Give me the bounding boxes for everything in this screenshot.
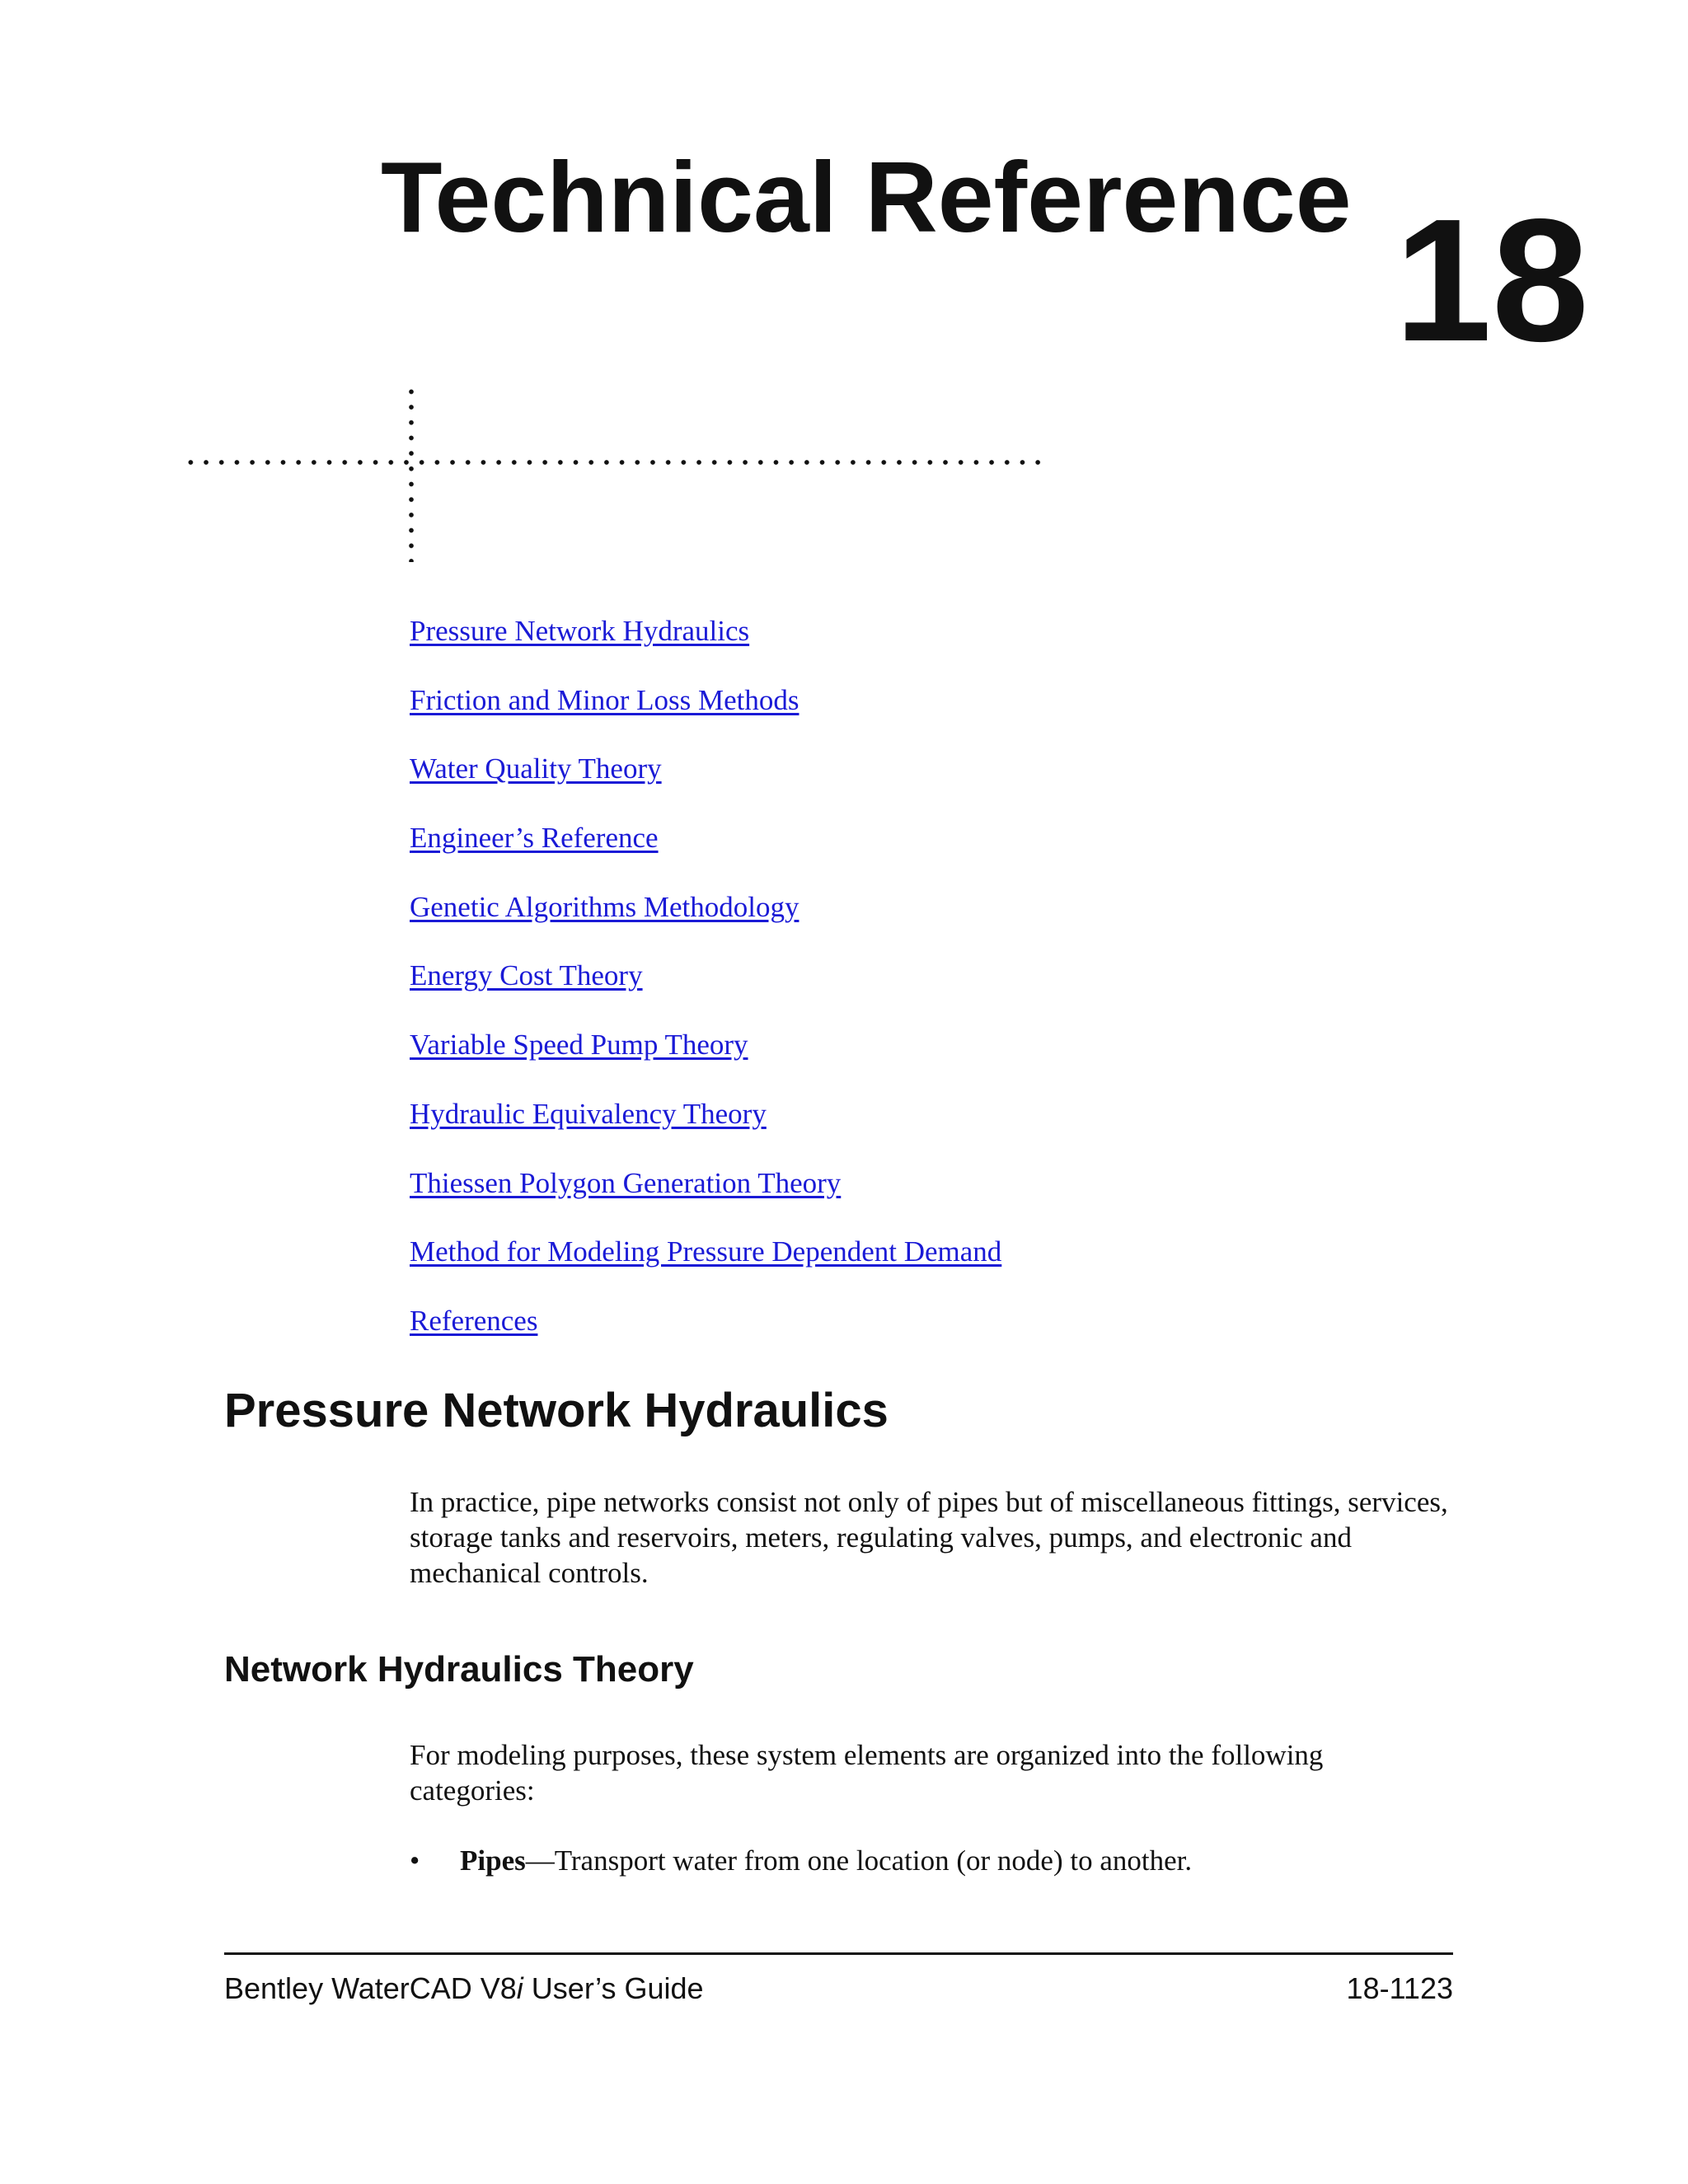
bullet-text: —Transport water from one location (or node) to another. (525, 1844, 1193, 1877)
footer-guide-prefix: Bentley WaterCAD V8 (224, 1971, 517, 2005)
chapter-number: 18 (1395, 182, 1589, 377)
footer-guide-title (224, 1971, 704, 2006)
toc-item (410, 1093, 1001, 1162)
toc-item (410, 1300, 1001, 1369)
footer-rule (224, 1952, 1453, 1955)
toc-link[interactable]: Engineer’s Reference (410, 822, 659, 855)
toc-link[interactable]: Energy Cost Theory (410, 959, 643, 992)
toc-item (410, 679, 1001, 748)
toc-link[interactable]: Thiessen Polygon Generation Theory (410, 1166, 842, 1199)
bullet-term: Pipes (460, 1844, 526, 1877)
toc-item (410, 1230, 1001, 1300)
toc-item (410, 748, 1001, 817)
subsection-heading: Network Hydraulics Theory (224, 1649, 694, 1690)
toc-link[interactable]: Water Quality Theory (410, 752, 662, 785)
toc-item (410, 1024, 1001, 1093)
chapter-title: Technical Reference (381, 141, 1352, 253)
toc-item (410, 954, 1001, 1024)
toc-link[interactable]: References (410, 1304, 538, 1337)
toc-link[interactable]: Genetic Algorithms Methodology (410, 890, 799, 923)
subsection-paragraph: For modeling purposes, these system elements are organized into the following categories: (410, 1739, 1324, 1807)
toc-link[interactable]: Method for Modeling Pressure Dependent Demand (410, 1235, 1002, 1268)
bullet-item (410, 1843, 1192, 1878)
footer-page-number: 18-1123 (1346, 1971, 1453, 2005)
section-heading: Pressure Network Hydraulics (224, 1384, 889, 1437)
toc-link[interactable]: Friction and Minor Loss Methods (410, 683, 799, 716)
toc-link[interactable]: Pressure Network Hydraulics (410, 615, 750, 647)
toc-item (410, 817, 1001, 886)
section-paragraph: In practice, pipe networks consist not only of pipes but of miscellaneous fittings, services, storage tanks and reservoirs, meters, regulating valves, pumps, and electronic and mechanical controls. (410, 1486, 1448, 1589)
toc-item (410, 610, 1001, 679)
toc-link[interactable]: Variable Speed Pump Theory (410, 1029, 748, 1062)
bullet-icon: • (410, 1844, 420, 1877)
footer-guide-italic: i (516, 1971, 523, 2005)
toc-item (410, 886, 1001, 955)
footer-guide-suffix: User’s Guide (523, 1971, 704, 2005)
dotted-rule-vertical (408, 384, 415, 562)
toc-link[interactable]: Hydraulic Equivalency Theory (410, 1097, 767, 1130)
toc-item (410, 1162, 1001, 1231)
dotted-rule-horizontal (183, 459, 1050, 466)
chapter-toc (410, 610, 1001, 1369)
